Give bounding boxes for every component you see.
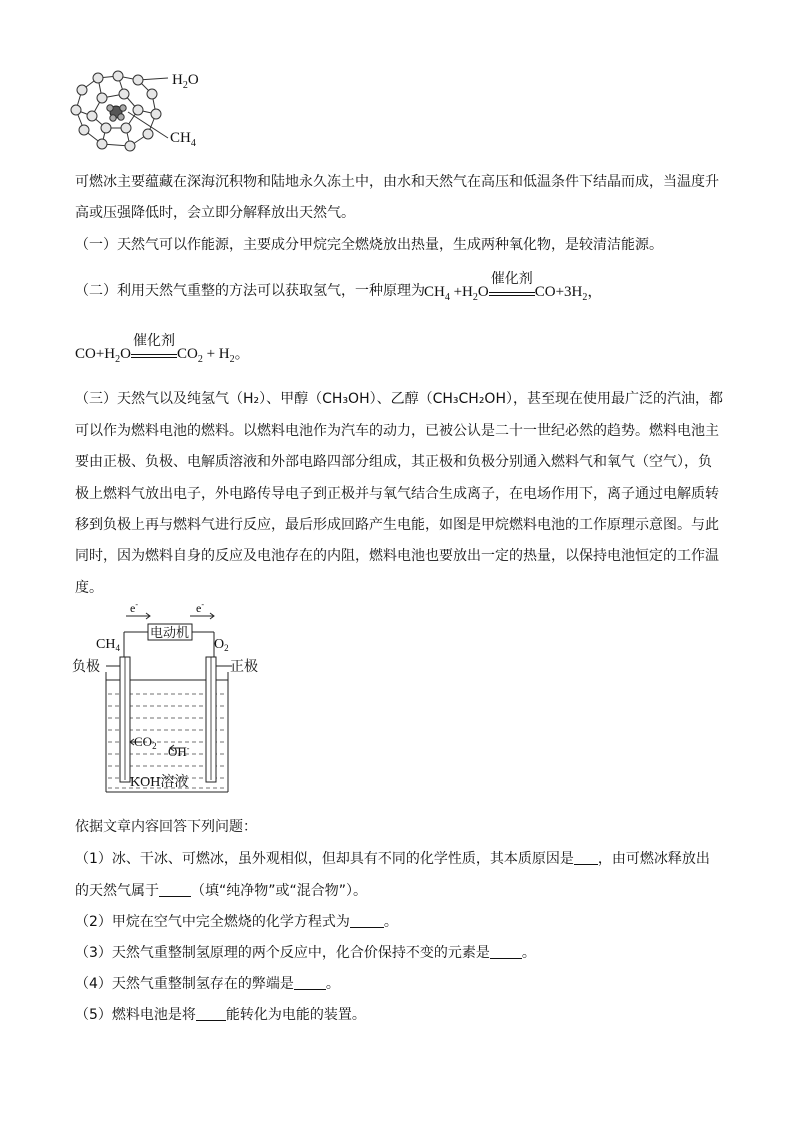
section-3-line-2: 可以作为燃料电池的燃料。以燃料电池作为汽车的动力，已被公认是二十一世纪必然的趋势。燃料电池主 (75, 423, 719, 439)
catalyst-label-1: 催化剂 (490, 271, 533, 287)
section-3-line-7: 度。 (75, 580, 103, 596)
oxygen-label: $O_2$ (214, 637, 229, 653)
electron-label-left: e- (130, 602, 138, 615)
question-1-line-2: 的天然气属于 （填“纯净物”或“混合物”）。 (75, 883, 368, 899)
fuel-cell-diagram (72, 602, 272, 802)
fuel-label: $CH_4$ (96, 637, 120, 653)
question-4: （4）天然气重整制氢存在的弊端是 。 (75, 976, 340, 992)
answer-blank-q2[interactable] (350, 913, 384, 928)
water-label: $H_2O$ (172, 72, 199, 91)
section-3-line-4: 极上燃料气放出电子，外电路传导电子到正极并与氧气结合生成离子，在电场作用下，离子通过电解质转 (75, 486, 719, 502)
section-3-line-5: 移到负极上再与燃料气进行反应，最后形成回路产生电能，如图是甲烷燃料电池的工作原理示意图。与此 (75, 517, 719, 533)
answer-blank-q5[interactable] (196, 1006, 226, 1021)
methane-label: $CH_4$ (170, 130, 196, 149)
intro-line-1: 可燃冰主要蕴藏在深海沉积物和陆地永久冻土中，由水和天然气在高压和低温条件下结晶而成，当温度升 (75, 174, 719, 190)
positive-electrode-label: 正极 (230, 659, 258, 675)
question-1-line-1: （1）冰、干冰、可燃冰，虽外观相似，但却具有不同的化学性质，其本质原因是 ，由可燃冰释放出 (75, 851, 710, 867)
section-3-line-6: 同时，因为燃料自身的反应及电池存在的内阻，燃料电池也要放出一定的热量，以保持电池恒定的工作温 (75, 548, 719, 564)
section-1: （一）天然气可以作能源，主要成分甲烷完全燃烧放出热量，生成两种氧化物，是较清洁能源。 (75, 237, 663, 253)
hydroxide-label: OH- (168, 744, 190, 759)
co2-label: $CO_2$ (134, 734, 157, 751)
koh-solution-label: KOH溶液 (130, 774, 189, 790)
section-2-prefix: （二）利用天然气重整的方法可以获取氢气，一种原理为 (75, 283, 425, 299)
equation-2: $CO+H_2O$ 催化剂 $CO_2 + H_2$。 (75, 342, 250, 365)
question-3: （3）天然气重整制氢原理的两个反应中，化合价保持不变的元素是 。 (75, 945, 536, 961)
answer-blank-q4[interactable] (294, 975, 326, 990)
section-3-line-3: 要由正极、负极、电解质溶液和外部电路四部分组成，其正极和负极分别通入燃料气和氧气（空气），负 (75, 454, 712, 470)
electron-label-right: e- (196, 602, 204, 615)
answer-blank-q3[interactable] (490, 944, 522, 959)
catalyst-label-2: 催化剂 (132, 333, 175, 349)
answer-blank-q1a[interactable] (574, 850, 598, 865)
motor-label: 电动机 (150, 626, 190, 641)
answer-blank-q1b[interactable] (159, 882, 191, 897)
question-2: （2）甲烷在空气中完全燃烧的化学方程式为 。 (75, 914, 398, 930)
negative-electrode-label: 负极 (72, 659, 100, 675)
intro-line-2: 高或压强降低时，会立即分解释放出天然气。 (75, 205, 355, 221)
questions-intro: 依据文章内容回答下列问题： (75, 819, 257, 835)
question-5: （5）燃料电池是将 能转化为电能的装置。 (75, 1007, 366, 1023)
equation-1: $CH_4 +H_2O$ 催化剂 $CO+3H_2$， (424, 280, 602, 303)
section-3-line-1: （三）天然气以及纯氢气（H₂）、甲醇（CH₃OH）、乙醇（CH₃CH₂OH），甚至现在使用最广泛的汽油，都 (75, 391, 723, 407)
